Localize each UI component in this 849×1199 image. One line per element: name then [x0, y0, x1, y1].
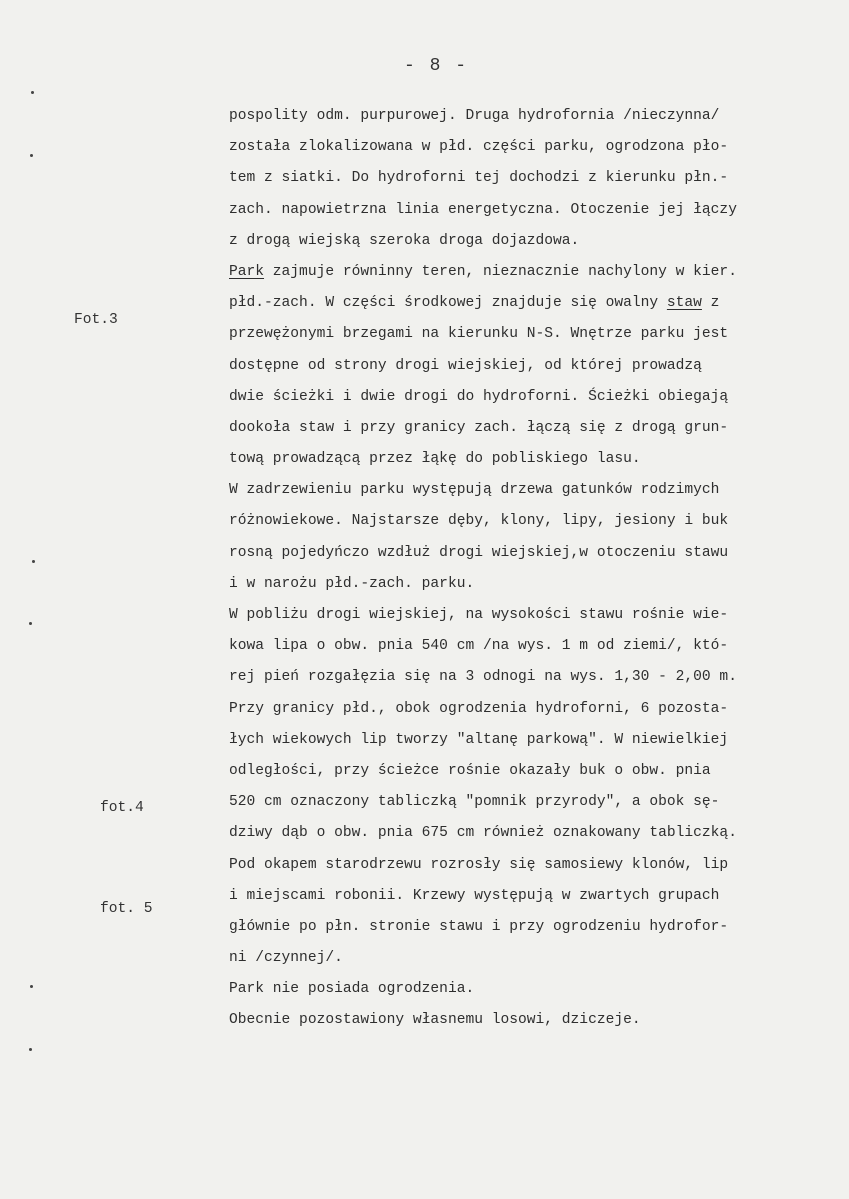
margin-dot: [29, 1048, 32, 1051]
margin-dot: [29, 622, 32, 625]
margin-dot: [32, 560, 35, 563]
text-line: rosną pojedyńczo wzdłuż drogi wiejskiej,w otoczeniu stawu: [229, 544, 729, 561]
text-line: głównie po płn. stronie stawu i przy ogrodzeniu hydrofor-: [229, 918, 729, 935]
text-line: W pobliżu drogi wiejskiej, na wysokości stawu rośnie wie-: [229, 607, 729, 623]
margin-note-fot3: Fot.3: [74, 312, 118, 328]
text-line: została zlokalizowana w płd. części parku, ogrodzona pło-: [229, 139, 729, 156]
text-line: [229, 257, 839, 288]
text-line: Park nie posiada ogrodzenia.: [229, 981, 475, 998]
margin-note-fot4: fot.4: [100, 800, 144, 816]
text-segment: z: [701, 295, 720, 312]
text-line: tem z siatki. Do hydroforni tej dochodzi z kierunku płn.-: [229, 170, 729, 187]
margin-dot: [31, 91, 34, 94]
text-line: Obecnie pozostawiony własnemu losowi, dziczeje.: [229, 1012, 641, 1029]
text-line: dostępne od strony drogi wiejskiej, od której prowadzą: [229, 357, 702, 374]
text-line: [229, 288, 839, 319]
margin-dot: [30, 154, 33, 157]
text-line: kowa lipa o obw. pnia 540 cm /na wys. 1 m od ziemi/, któ-: [229, 638, 729, 655]
underlined-term-staw: staw: [666, 295, 702, 312]
text-line: Przy granicy płd., obok ogrodzenia hydroforni, 6 pozosta-: [229, 700, 729, 717]
text-line: pospolity odm. purpurowej. Druga hydrofornia /nieczynna/: [229, 108, 720, 124]
text-line: Pod okapem starodrzewu rozrosły się samosiewy klonów, lip: [229, 856, 729, 873]
text-line: i miejscami robonii. Krzewy występują w zwartych grupach: [229, 887, 720, 904]
text-line: 520 cm oznaczony tabliczką "pomnik przyrody", a obok sę-: [229, 794, 720, 811]
margin-dot: [30, 985, 33, 988]
text-line: i w narożu płd.-zach. parku.: [229, 575, 475, 592]
underlined-term-park: Park: [229, 263, 265, 280]
text-line: zach. napowietrzna linia energetyczna. Otoczenie jej łączy: [229, 201, 737, 218]
text-line: przewężonymi brzegami na kierunku N-S. Wnętrze parku jest: [229, 326, 729, 343]
text-line: różnowiekowe. Najstarsze dęby, klony, lipy, jesiony i buk: [229, 513, 729, 530]
text-line: dziwy dąb o obw. pnia 675 cm również oznakowany tabliczką.: [229, 825, 737, 842]
text-segment: płd.-zach. W części środkowej znajduje się owalny: [229, 295, 667, 312]
text-line: dookoła staw i przy granicy zach. łączą się z drogą grun-: [229, 419, 729, 436]
body-text: [229, 101, 839, 1037]
text-line: z drogą wiejską szeroka droga dojazdowa.: [229, 232, 580, 249]
text-line: rej pień rozgałęzia się na 3 odnogi na wys. 1,30 - 2,00 m.: [229, 669, 737, 686]
text-line: W zadrzewieniu parku występują drzewa gatunków rodzimych: [229, 482, 720, 499]
text-line: odległości, przy ścieżce rośnie okazały buk o obw. pnia: [229, 762, 711, 779]
page-number: - 8 -: [404, 56, 469, 76]
text-line: tową prowadzącą przez łąkę do pobliskiego lasu.: [229, 451, 641, 468]
text-line: łych wiekowych lip tworzy "altanę parkową". W niewielkiej: [229, 731, 729, 748]
text-line: dwie ścieżki i dwie drogi do hydroforni. Ścieżki obiegają: [229, 388, 729, 405]
text-segment: zajmuje równinny teren, nieznacznie nachylony w kier.: [264, 263, 737, 280]
margin-note-fot5: fot. 5: [100, 901, 153, 917]
text-line: ni /czynnej/.: [229, 950, 343, 967]
